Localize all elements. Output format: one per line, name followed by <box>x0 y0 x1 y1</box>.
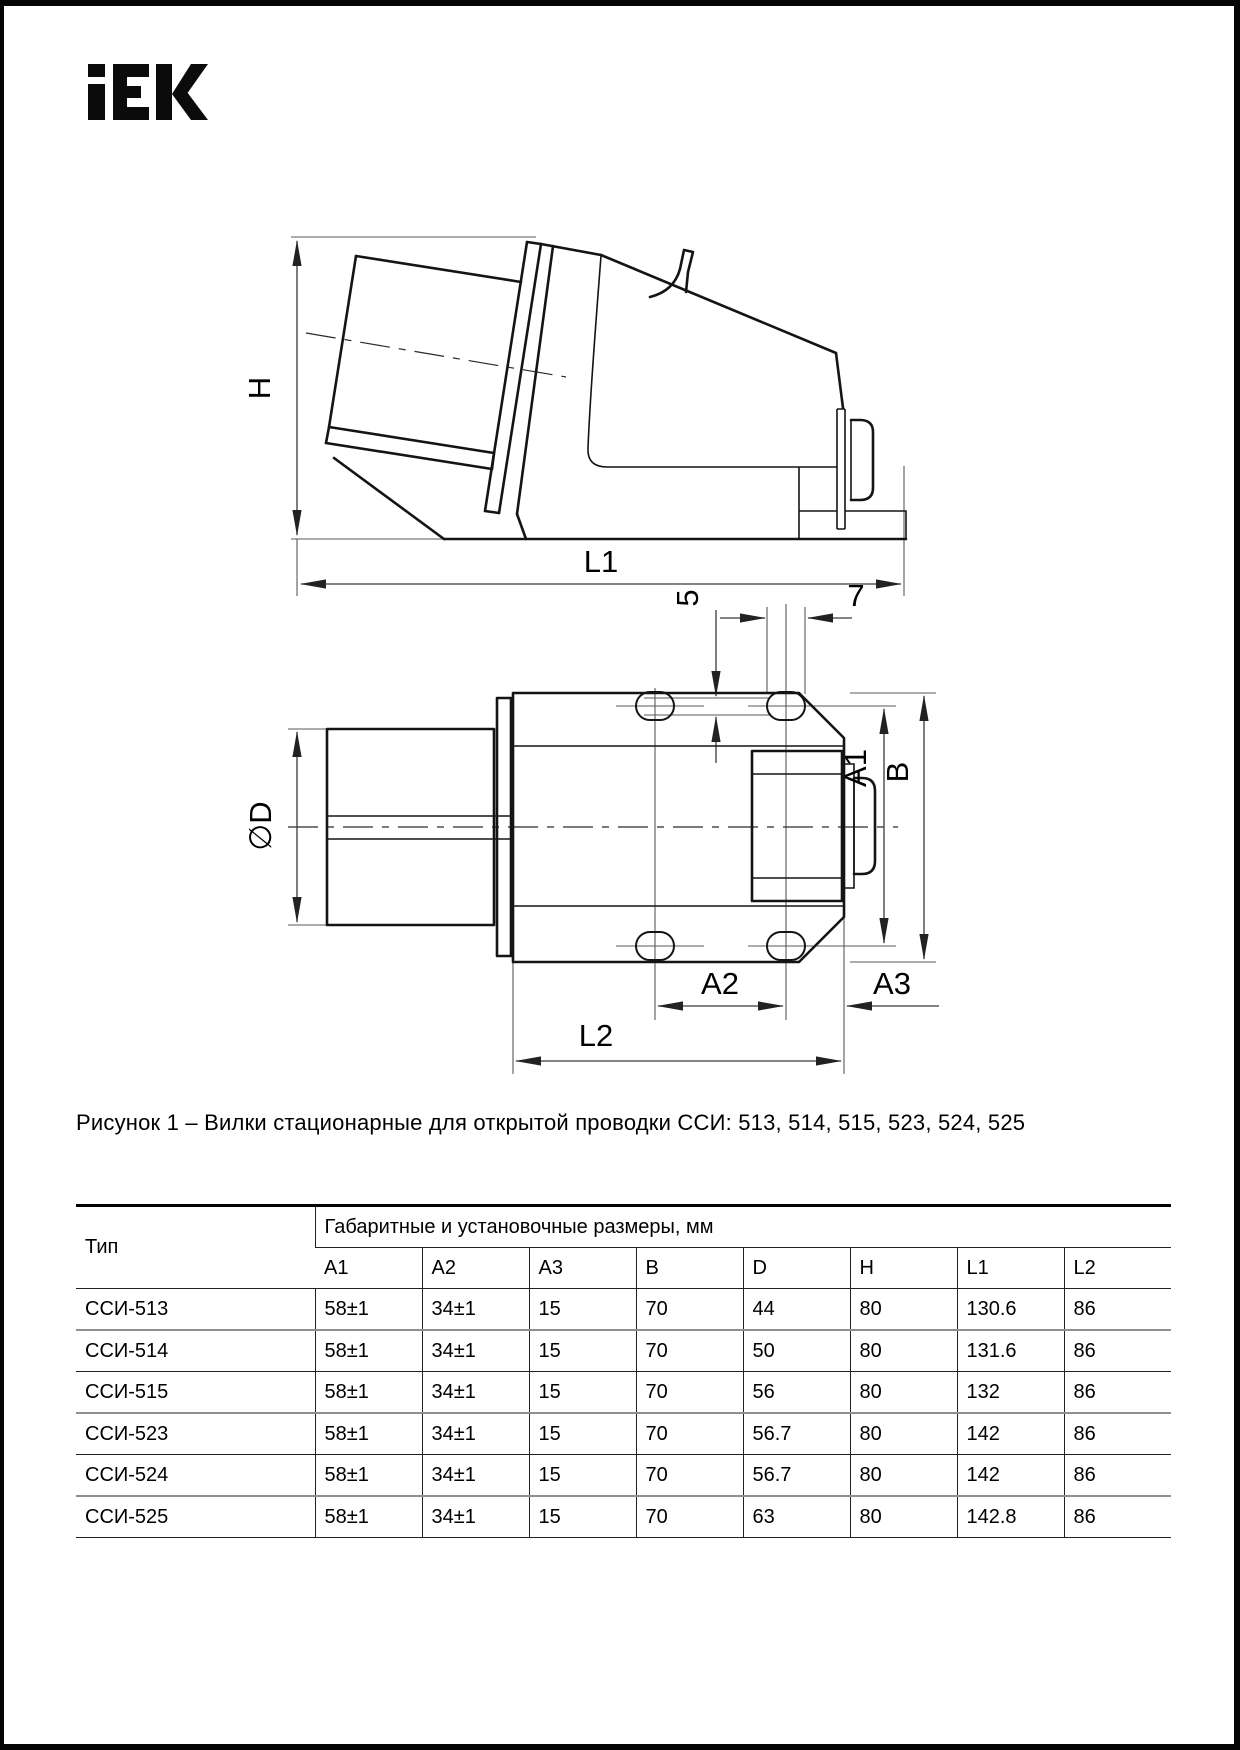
type-cell: ССИ-514 <box>76 1330 315 1372</box>
technical-drawing <box>4 6 1240 1106</box>
dim-label-a2: A2 <box>701 966 739 1001</box>
column-header: A3 <box>529 1248 636 1289</box>
value-cell: 58±1 <box>315 1372 422 1414</box>
value-cell: 80 <box>850 1455 957 1497</box>
dim-label-b: B <box>880 761 915 783</box>
type-cell: ССИ-524 <box>76 1455 315 1497</box>
value-cell: 142.8 <box>957 1496 1064 1538</box>
value-cell: 80 <box>850 1289 957 1331</box>
value-cell: 15 <box>529 1330 636 1372</box>
dim-label-h: H <box>242 376 277 400</box>
column-group-header: Габаритные и установочные размеры, мм <box>315 1206 1171 1248</box>
column-header: A2 <box>422 1248 529 1289</box>
value-cell: 58±1 <box>315 1289 422 1331</box>
dim-label-slot-width: 7 <box>847 578 865 613</box>
type-cell: ССИ-513 <box>76 1289 315 1331</box>
value-cell: 142 <box>957 1455 1064 1497</box>
table-header-row-1 <box>76 1206 1171 1248</box>
value-cell: 70 <box>636 1330 743 1372</box>
value-cell: 58±1 <box>315 1455 422 1497</box>
value-cell: 58±1 <box>315 1496 422 1538</box>
value-cell: 131.6 <box>957 1330 1064 1372</box>
dimensions-table <box>76 1204 1171 1538</box>
figure-caption: Рисунок 1 – Вилки стационарные для открытой проводки ССИ: 513, 514, 515, 523, 524, 525 <box>76 1110 1026 1135</box>
value-cell: 34±1 <box>422 1289 529 1331</box>
value-cell: 44 <box>743 1289 850 1331</box>
value-cell: 86 <box>1064 1289 1171 1331</box>
value-cell: 86 <box>1064 1372 1171 1414</box>
dim-label-l2: L2 <box>578 1018 614 1053</box>
value-cell: 56 <box>743 1372 850 1414</box>
value-cell: 142 <box>957 1413 1064 1455</box>
value-cell: 34±1 <box>422 1496 529 1538</box>
value-cell: 15 <box>529 1496 636 1538</box>
table-row <box>76 1289 1171 1331</box>
table-row <box>76 1330 1171 1372</box>
bottom-view <box>243 578 939 1074</box>
value-cell: 86 <box>1064 1455 1171 1497</box>
value-cell: 70 <box>636 1496 743 1538</box>
value-cell: 34±1 <box>422 1330 529 1372</box>
table-row <box>76 1496 1171 1538</box>
dim-label-slot-height: 5 <box>670 589 705 607</box>
column-header: L1 <box>957 1248 1064 1289</box>
value-cell: 15 <box>529 1372 636 1414</box>
dim-label-a1: A1 <box>838 749 873 787</box>
value-cell: 132 <box>957 1372 1064 1414</box>
value-cell: 80 <box>850 1330 957 1372</box>
table-row <box>76 1455 1171 1497</box>
table-row <box>76 1413 1171 1455</box>
dim-label-l1: L1 <box>583 544 619 579</box>
value-cell: 80 <box>850 1496 957 1538</box>
value-cell: 70 <box>636 1289 743 1331</box>
type-cell: ССИ-515 <box>76 1372 315 1414</box>
value-cell: 56.7 <box>743 1455 850 1497</box>
value-cell: 58±1 <box>315 1330 422 1372</box>
column-header-type: Тип <box>76 1206 315 1289</box>
value-cell: 70 <box>636 1455 743 1497</box>
value-cell: 70 <box>636 1372 743 1414</box>
column-header: D <box>743 1248 850 1289</box>
value-cell: 56.7 <box>743 1413 850 1455</box>
dim-label-diameter: ∅D <box>243 801 278 851</box>
value-cell: 86 <box>1064 1496 1171 1538</box>
dim-label-a3: A3 <box>873 966 911 1001</box>
type-cell: ССИ-525 <box>76 1496 315 1538</box>
value-cell: 34±1 <box>422 1413 529 1455</box>
value-cell: 130.6 <box>957 1289 1064 1331</box>
value-cell: 58±1 <box>315 1413 422 1455</box>
value-cell: 34±1 <box>422 1372 529 1414</box>
column-header: L2 <box>1064 1248 1171 1289</box>
column-header: B <box>636 1248 743 1289</box>
value-cell: 86 <box>1064 1330 1171 1372</box>
column-header: H <box>850 1248 957 1289</box>
column-header: A1 <box>315 1248 422 1289</box>
value-cell: 80 <box>850 1372 957 1414</box>
value-cell: 63 <box>743 1496 850 1538</box>
table-row <box>76 1372 1171 1414</box>
value-cell: 15 <box>529 1455 636 1497</box>
value-cell: 86 <box>1064 1413 1171 1455</box>
value-cell: 50 <box>743 1330 850 1372</box>
mounting-holes <box>636 692 805 960</box>
side-view <box>242 237 906 596</box>
value-cell: 34±1 <box>422 1455 529 1497</box>
type-cell: ССИ-523 <box>76 1413 315 1455</box>
value-cell: 15 <box>529 1289 636 1331</box>
value-cell: 15 <box>529 1413 636 1455</box>
value-cell: 70 <box>636 1413 743 1455</box>
value-cell: 80 <box>850 1413 957 1455</box>
